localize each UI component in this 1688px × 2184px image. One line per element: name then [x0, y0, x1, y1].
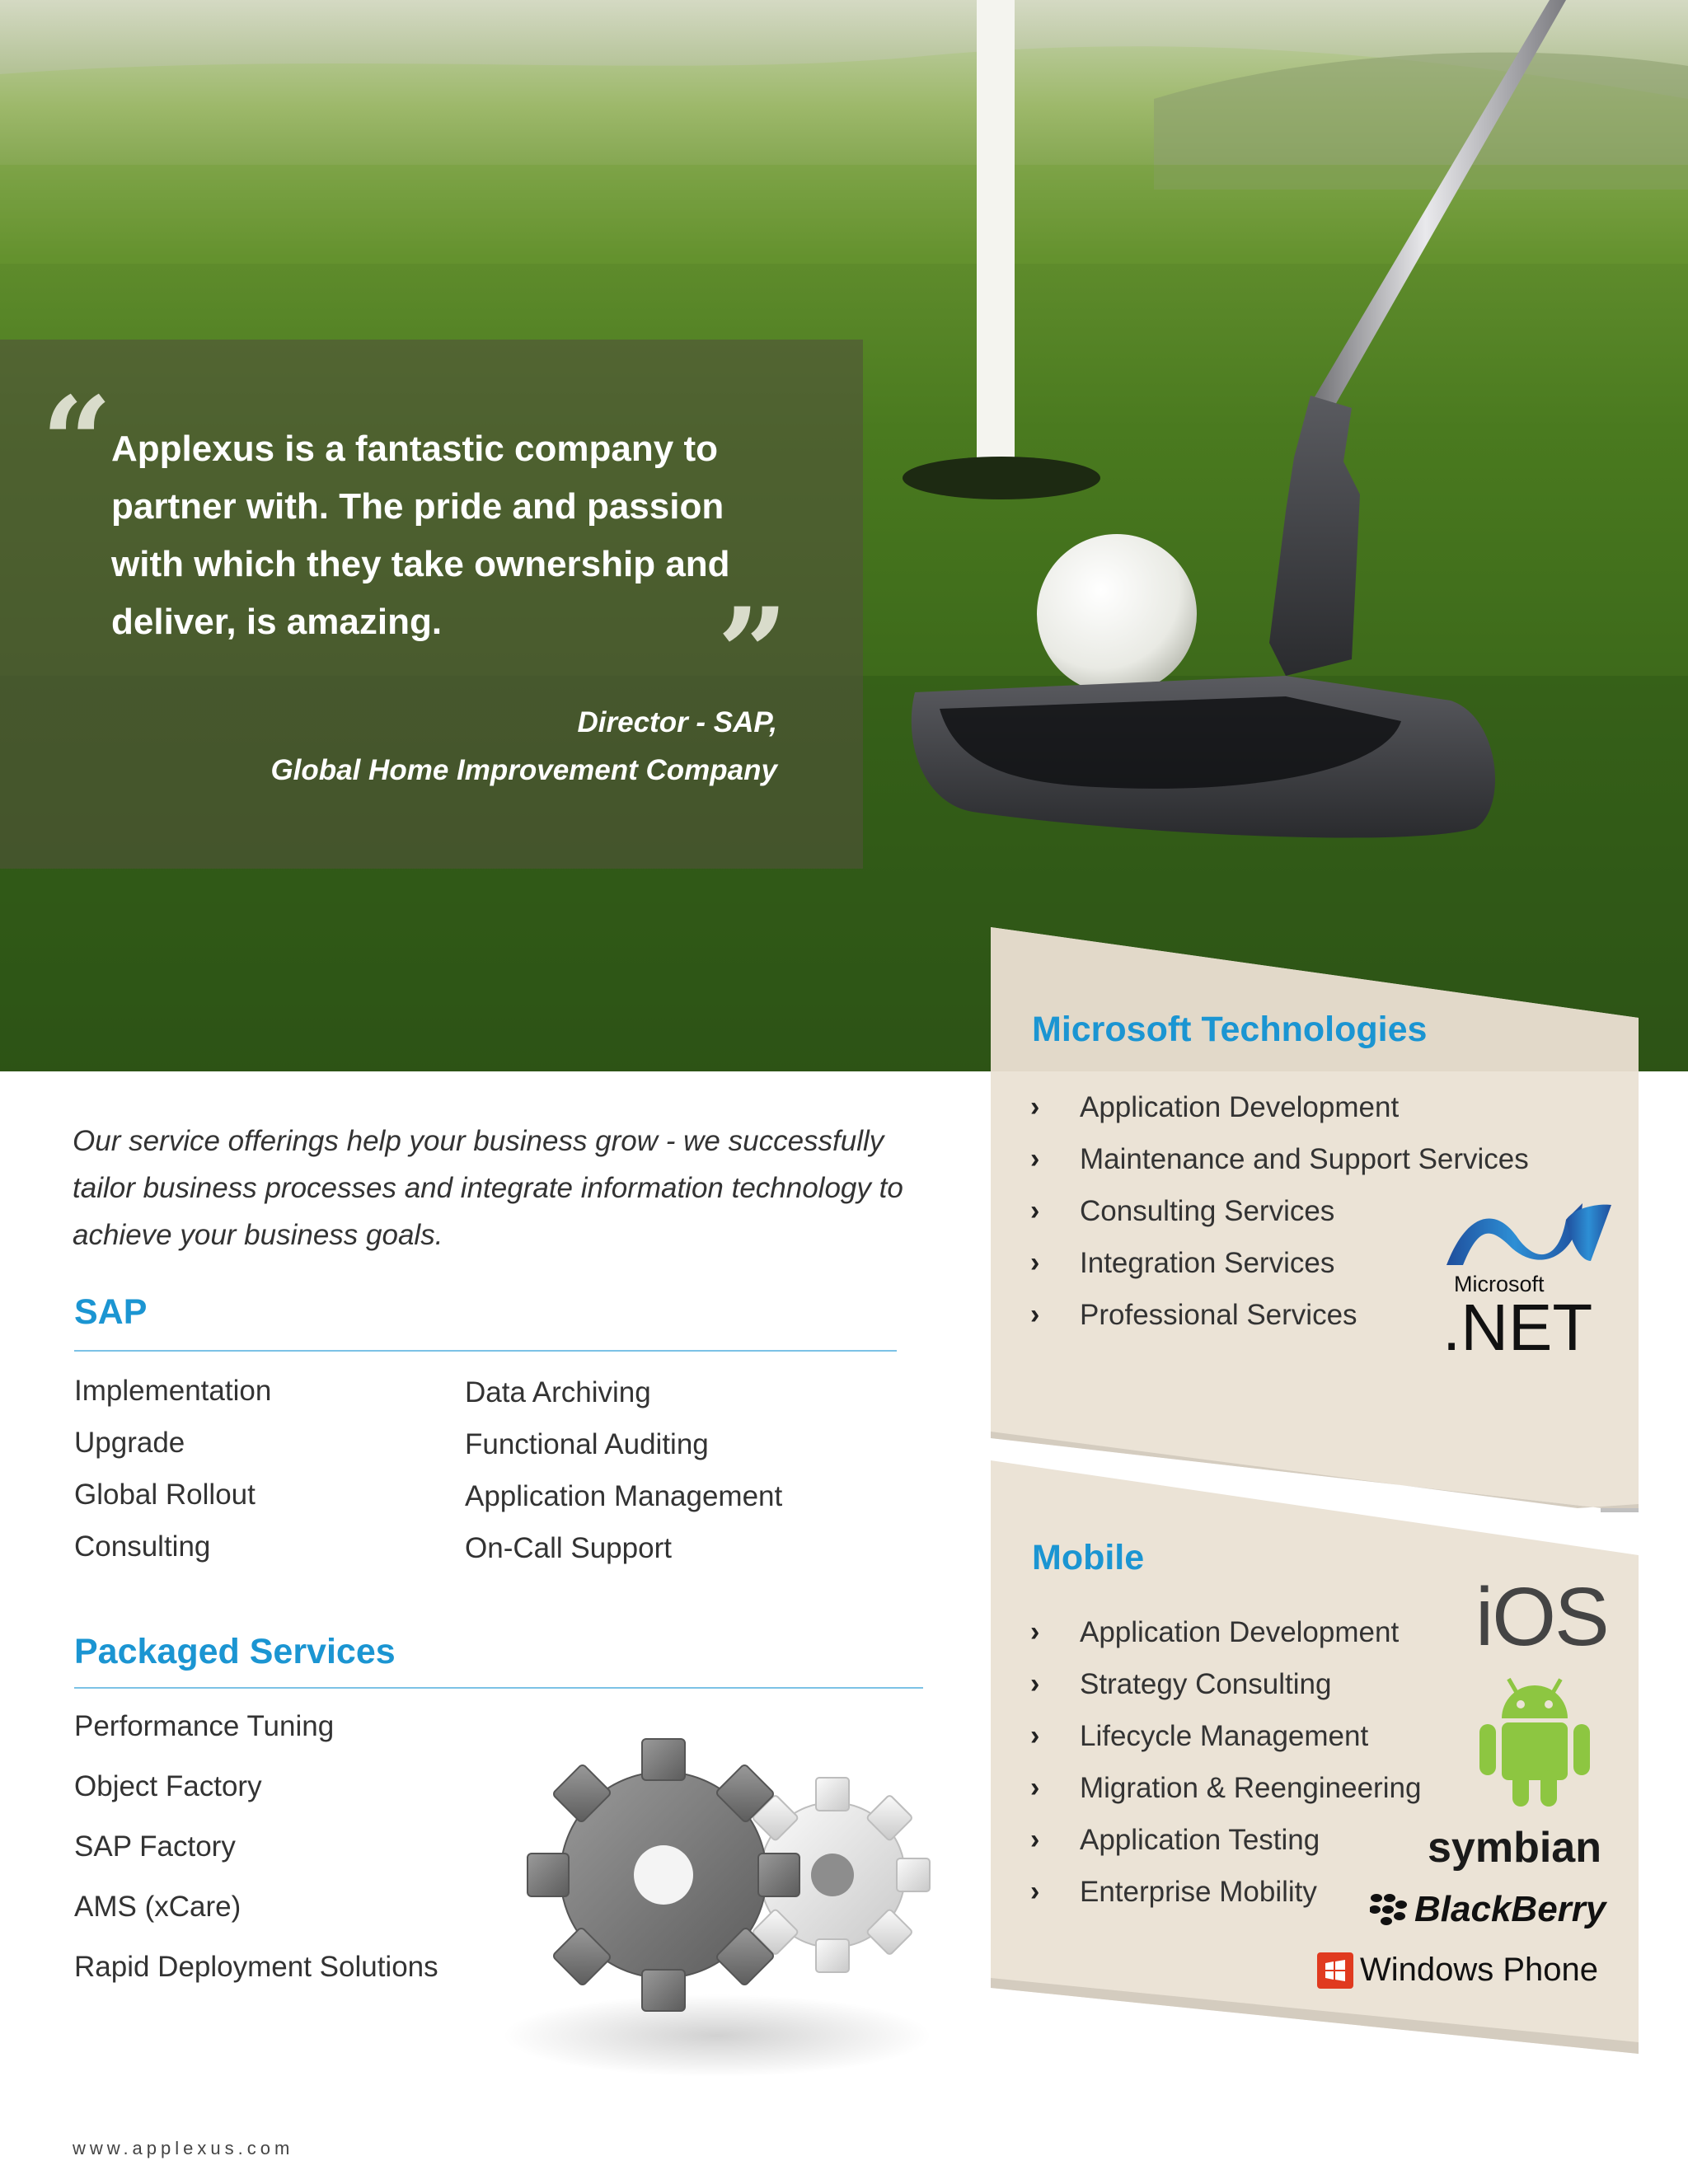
mobile-list: [1030, 1606, 1421, 1918]
chevron-right-icon: ›: [1030, 1824, 1040, 1855]
chevron-right-icon: ›: [1030, 1616, 1040, 1647]
list-item: › Maintenance and Support Services: [1030, 1133, 1529, 1185]
ios-logo: iOS: [1475, 1571, 1608, 1663]
mobile-panel: [991, 1460, 1639, 2054]
list-item: › Enterprise Mobility: [1030, 1866, 1421, 1918]
dotnet-logo: [1442, 1203, 1615, 1364]
quote-open-icon: “: [41, 370, 113, 515]
windows-phone-logo: [1317, 1952, 1598, 1989]
symbian-logo: symbian: [1428, 1824, 1601, 1872]
dotnet-microsoft-text: Microsoft: [1454, 1272, 1545, 1296]
chevron-right-icon: ›: [1030, 1247, 1040, 1278]
list-item: › Strategy Consulting: [1030, 1658, 1421, 1710]
sap-title: SAP: [74, 1292, 148, 1332]
list-item: Functional Auditing: [465, 1428, 709, 1460]
microsoft-panel: [991, 927, 1639, 1512]
list-item: SAP Factory: [74, 1830, 236, 1863]
list-item: Performance Tuning: [74, 1710, 335, 1742]
list-item: › Application Development: [1030, 1606, 1421, 1658]
dotnet-text: .NET: [1442, 1291, 1593, 1364]
list-item: Rapid Deployment Solutions: [74, 1951, 438, 1983]
blackberry-logo: [1370, 1889, 1606, 1930]
list-item: › Integration Services: [1030, 1237, 1529, 1289]
list-item: Upgrade: [74, 1427, 185, 1459]
list-item: AMS (xCare): [74, 1891, 241, 1923]
dotnet-wave-icon: [1442, 1203, 1615, 1269]
list-item: › Application Development: [1030, 1081, 1529, 1133]
list-item: › Lifecycle Management: [1030, 1710, 1421, 1762]
packaged-list: [74, 1696, 438, 1997]
chevron-right-icon: ›: [1030, 1195, 1040, 1226]
list-item: Application Management: [465, 1480, 783, 1512]
windows-flag-icon: [1317, 1952, 1353, 1989]
attribution-company: Global Home Improvement Company: [270, 754, 777, 786]
list-item: Data Archiving: [465, 1376, 651, 1408]
blackberry-icon: [1370, 1893, 1408, 1926]
quote-close-icon: ”: [717, 581, 789, 726]
list-item: Object Factory: [74, 1770, 262, 1802]
list-item: › Application Testing: [1030, 1814, 1421, 1866]
chevron-right-icon: ›: [1030, 1772, 1040, 1803]
sap-divider: [74, 1350, 897, 1352]
list-item: › Professional Services: [1030, 1289, 1529, 1341]
chevron-right-icon: ›: [1030, 1091, 1040, 1122]
chevron-right-icon: ›: [1030, 1876, 1040, 1907]
intro-text: Our service offerings help your business grow - we successfully tailor business processes and integrate information technology to achieve your business goals.: [73, 1125, 903, 1251]
gears-illustration: [495, 1706, 940, 2085]
chevron-right-icon: ›: [1030, 1720, 1040, 1751]
list-item: Implementation: [74, 1375, 272, 1407]
list-item: Consulting: [74, 1530, 211, 1563]
list-item: Global Rollout: [74, 1479, 256, 1511]
chevron-right-icon: ›: [1030, 1143, 1040, 1174]
windows-phone-text: Windows Phone: [1360, 1952, 1599, 1988]
android-logo-icon: [1473, 1673, 1597, 1813]
chevron-right-icon: ›: [1030, 1299, 1040, 1330]
sap-list-left: [74, 1365, 271, 1572]
packaged-services-title: Packaged Services: [74, 1632, 396, 1671]
mobile-title: Mobile: [1032, 1538, 1145, 1577]
list-item: › Migration & Reengineering: [1030, 1762, 1421, 1814]
microsoft-title: Microsoft Technologies: [1032, 1010, 1428, 1049]
list-item: › Consulting Services: [1030, 1185, 1529, 1237]
testimonial-attribution: [151, 699, 777, 794]
list-item: On-Call Support: [465, 1532, 672, 1564]
blackberry-text: BlackBerry: [1414, 1889, 1606, 1929]
testimonial-quote: Applexus is a fantastic company to partner with. The pride and passion with which they take ownership and deliver, is amazing.: [111, 429, 730, 642]
sap-list-right: [465, 1366, 782, 1574]
footer-url[interactable]: www.applexus.com: [73, 2138, 294, 2158]
chevron-right-icon: ›: [1030, 1668, 1040, 1699]
packaged-divider: [74, 1687, 923, 1689]
attribution-title: Director - SAP,: [577, 706, 777, 738]
